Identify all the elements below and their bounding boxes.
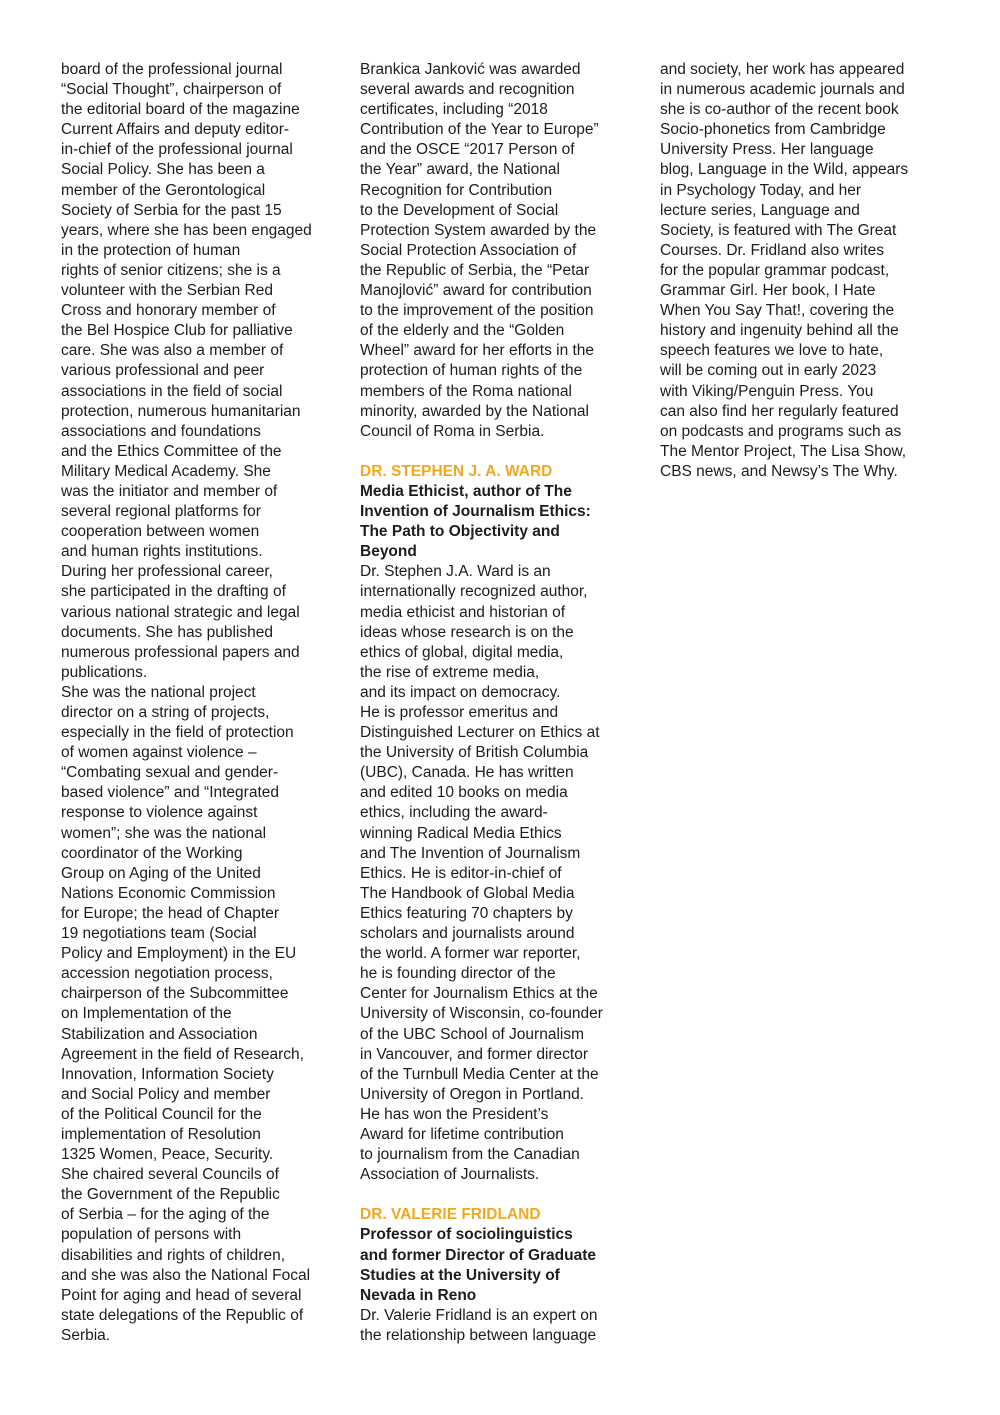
body-text-line: University Press. Her language [660, 141, 874, 159]
body-text-line: implementation of Resolution [61, 1125, 261, 1143]
body-text-line: Wheel” award for her efforts in the [360, 342, 595, 360]
ward-name: DR. STEPHEN J. A. WARD [360, 462, 553, 480]
body-text-line: the relationship between language [360, 1326, 597, 1344]
body-text-line: Association of Journalists. [360, 1166, 540, 1184]
body-text-line: Social Protection Association of [360, 241, 577, 259]
role-line: Beyond [360, 543, 417, 561]
body-text-line: the Republic of Serbia, the “Petar [360, 261, 590, 279]
body-text-line: She was the national project [61, 683, 256, 701]
body-text-line: 19 negotiations team (Social [61, 925, 257, 943]
body-text-line: The Handbook of Global Media [360, 884, 575, 902]
body-text-line: for Europe; the head of Chapter [61, 904, 280, 922]
body-text-line: Recognition for Contribution [360, 181, 553, 199]
body-text-line: several awards and recognition [360, 81, 575, 99]
body-text-line: in Vancouver, and former director [360, 1045, 589, 1063]
body-text-line: He is professor emeritus and [360, 704, 559, 721]
body-text-line: of the elderly and the “Golden [360, 322, 565, 340]
body-text-line: The Mentor Project, The Lisa Show, [660, 442, 907, 460]
body-text-line: Manojlović” award for contribution [360, 282, 592, 300]
body-text-line: University of Wisconsin, co-founder [360, 1005, 603, 1023]
body-text-line: documents. She has published [61, 623, 273, 641]
body-text-line: and the Ethics Committee of the [61, 442, 282, 460]
fridland-section [360, 1205, 642, 1346]
body-text-line: ethics of global, digital media, [360, 643, 564, 661]
body-text-line: the University of British Columbia [360, 744, 589, 762]
body-text-line: ethics, including the award- [360, 804, 548, 822]
body-text-line: response to violence against [61, 804, 258, 822]
body-text-line: to the improvement of the position [360, 302, 594, 320]
body-text-line: Group on Aging of the United [61, 864, 261, 882]
body-text-line: for the popular grammar podcast, [660, 261, 890, 279]
role-line: Professor of sociolinguistics [360, 1226, 573, 1244]
body-text-line: various national strategic and legal [61, 603, 300, 621]
body-text-line: speech features we love to hate, [660, 342, 884, 360]
body-text-line: in Psychology Today, and her [660, 181, 862, 199]
role-line: Studies at the University of [360, 1266, 560, 1284]
body-text-line: and she was also the National Focal [61, 1266, 311, 1284]
body-text-line: protection, numerous humanitarian [61, 402, 301, 420]
body-text-line: Society of Serbia for the past 15 [61, 201, 282, 219]
body-text-line: Policy and Employment) in the EU [61, 945, 297, 963]
body-text-line: to the Development of Social [360, 201, 559, 219]
body-text-line: Nations Economic Commission [61, 884, 276, 902]
body-text-line: and human rights institutions. [61, 543, 263, 561]
body-text-line: of the Turnbull Media Center at the [360, 1065, 599, 1083]
body-text-line: “Social Thought”, chairperson of [61, 81, 282, 99]
body-text-line: scholars and journalists around [360, 925, 575, 943]
body-text-line: internationally recognized author, [360, 583, 588, 601]
body-text-line: media ethicist and historian of [360, 603, 566, 621]
body-text-line: years, where she has been engaged [61, 221, 312, 239]
body-text-line: Contribution of the Year to Europe” [360, 121, 599, 139]
body-text-line: will be coming out in early 2023 [660, 362, 877, 380]
body-text-line: population of persons with [61, 1226, 242, 1244]
body-text-line: Social Policy. She has been a [61, 161, 265, 179]
body-text-line: Dr. Valerie Fridland is an expert on [360, 1306, 598, 1324]
body-text-line: and edited 10 books on media [360, 784, 568, 802]
body-text-line: 1325 Women, Peace, Security. [61, 1146, 274, 1164]
body-text-line: on Implementation of the [61, 1005, 232, 1023]
body-text-line: several regional platforms for [61, 503, 261, 521]
body-text-line: and Social Policy and member [61, 1085, 271, 1103]
body-text-line: Center for Journalism Ethics at the [360, 985, 598, 1003]
body-text-line: Innovation, Information Society [61, 1065, 274, 1083]
body-text-line: on podcasts and programs such as [660, 422, 902, 440]
body-text-line: associations in the field of social [61, 382, 283, 400]
body-text-line: of the Political Council for the [61, 1105, 262, 1123]
body-text-line: Agreement in the field of Research, [61, 1045, 304, 1063]
ward-bio [360, 562, 642, 1185]
body-text-line: Award for lifetime contribution [360, 1125, 564, 1143]
body-text-line: protection of human rights of the [360, 362, 583, 380]
body-text-line: University of Oregon in Portland. [360, 1085, 584, 1103]
body-text-line: He has won the President’s [360, 1105, 549, 1123]
body-text-line: certificates, including “2018 [360, 101, 548, 119]
body-text-line: member of the Gerontological [61, 181, 266, 199]
body-text-line: minority, awarded by the National [360, 402, 589, 420]
body-text-line: Military Medical Academy. She [61, 462, 271, 480]
body-text-line: During her professional career, [61, 563, 273, 581]
body-text-line: Distinguished Lecturer on Ethics at [360, 724, 600, 742]
body-text-line: Socio-phonetics from Cambridge [660, 121, 886, 139]
body-text-line: Serbia. [61, 1326, 111, 1344]
janković-awards-text [360, 60, 642, 442]
body-text-line: the rise of extreme media, [360, 663, 540, 681]
body-text-line: Stabilization and Association [61, 1025, 258, 1043]
body-text-line: the Year” award, the National [360, 161, 560, 179]
role-line: The Path to Objectivity and [360, 523, 560, 541]
role-line: Invention of Journalism Ethics: [360, 503, 591, 521]
body-text-line: to journalism from the Canadian [360, 1146, 580, 1164]
body-text-line: and its impact on democracy. [360, 683, 561, 701]
body-text-line: She chaired several Councils of [61, 1166, 279, 1184]
body-text-line: various professional and peer [61, 362, 265, 380]
body-text-line: volunteer with the Serbian Red [61, 282, 273, 300]
body-text-line: accession negotiation process, [61, 965, 273, 983]
body-text-line: cooperation between women [61, 523, 260, 541]
body-text-line: and the OSCE “2017 Person of [360, 141, 575, 159]
fridland-role [360, 1225, 642, 1305]
body-text-line: Protection System awarded by the [360, 221, 597, 239]
body-text-line: the editorial board of the magazine [61, 101, 300, 119]
column-3 [660, 60, 942, 482]
body-text-line: associations and foundations [61, 422, 261, 440]
body-text-line: blog, Language in the Wild, appears [660, 161, 909, 179]
body-text-line: Courses. Dr. Fridland also writes [660, 241, 884, 259]
body-text-line: members of the Roma national [360, 382, 572, 400]
body-text-line: Cross and honorary member of [61, 302, 276, 320]
body-text-line: rights of senior citizens; she is a [61, 261, 281, 279]
body-text-line: numerous professional papers and [61, 643, 300, 661]
role-line: and former Director of Graduate [360, 1246, 596, 1264]
body-text-line: in the protection of human [61, 241, 241, 259]
body-text-line: Grammar Girl. Her book, I Hate [660, 282, 876, 300]
body-text-line: he is founding director of the [360, 965, 556, 983]
body-text-line: the Government of the Republic [61, 1186, 280, 1204]
body-text-line: Current Affairs and deputy editor- [61, 121, 290, 139]
body-text-line: Dr. Stephen J.A. Ward is an [360, 563, 551, 581]
body-text-line: winning Radical Media Ethics [360, 824, 562, 842]
body-text-line: Society, is featured with The Great [660, 221, 897, 239]
body-text-line: in-chief of the professional journal [61, 141, 293, 159]
body-text-line: state delegations of the Republic of [61, 1306, 304, 1324]
body-text-line: coordinator of the Working [61, 844, 243, 862]
section-spacer [360, 1185, 642, 1205]
body-text-line: can also find her regularly featured [660, 402, 899, 420]
role-line: Media Ethicist, author of The [360, 482, 572, 500]
body-text-line: the world. A former war reporter, [360, 945, 581, 963]
body-text-line: with Viking/Penguin Press. You [660, 382, 874, 400]
body-text-line: history and ingenuity behind all the [660, 322, 899, 340]
body-text-line: care. She was also a member of [61, 342, 284, 360]
fridland-name: DR. VALERIE FRIDLAND [360, 1206, 541, 1224]
ward-role [360, 482, 642, 562]
body-text-line: board of the professional journal [61, 61, 283, 78]
body-text-line: of women against violence – [61, 744, 257, 762]
body-text-line: in numerous academic journals and [660, 81, 905, 99]
ward-section [360, 462, 642, 1185]
body-text-line: and society, her work has appeared [660, 61, 905, 78]
body-text-line: Brankica Janković was awarded [360, 61, 581, 78]
body-text-line: especially in the field of protection [61, 724, 294, 742]
body-text-line: and The Invention of Journalism [360, 844, 581, 862]
section-spacer [360, 442, 642, 462]
body-text-line: of the UBC School of Journalism [360, 1025, 584, 1043]
body-text-line: When You Say That!, covering the [660, 302, 895, 320]
body-text-line: Ethics featuring 70 chapters by [360, 904, 573, 922]
body-text-line: (UBC), Canada. He has written [360, 764, 574, 782]
body-text-line: the Bel Hospice Club for palliative [61, 322, 293, 340]
body-text-line: publications. [61, 663, 148, 681]
body-text-line: lecture series, Language and [660, 201, 860, 219]
body-text-line: she is co-author of the recent book [660, 101, 899, 119]
fridland-bio [360, 1306, 642, 1346]
body-text-line: women”; she was the national [61, 824, 267, 842]
body-text-line: Point for aging and head of several [61, 1286, 302, 1304]
body-text-line: chairperson of the Subcommittee [61, 985, 289, 1003]
body-text-line: she participated in the drafting of [61, 583, 286, 601]
body-text-line: disabilities and rights of children, [61, 1246, 286, 1264]
body-text-line: Council of Roma in Serbia. [360, 422, 545, 440]
body-text-line: based violence” and “Integrated [61, 784, 280, 802]
role-line: Nevada in Reno [360, 1286, 477, 1304]
body-text-line: was the initiator and member of [61, 482, 278, 500]
body-text-line: of Serbia – for the aging of the [61, 1206, 270, 1224]
body-text-line: director on a string of projects, [61, 704, 270, 721]
body-text-line: CBS news, and Newsy’s The Why. [660, 462, 898, 480]
column-2 [360, 60, 642, 1346]
body-text-line: “Combating sexual and gender- [61, 764, 279, 782]
body-text-line: ideas whose research is on the [360, 623, 574, 641]
body-text-line: Ethics. He is editor-in-chief of [360, 864, 562, 882]
column-1 [61, 60, 343, 1346]
